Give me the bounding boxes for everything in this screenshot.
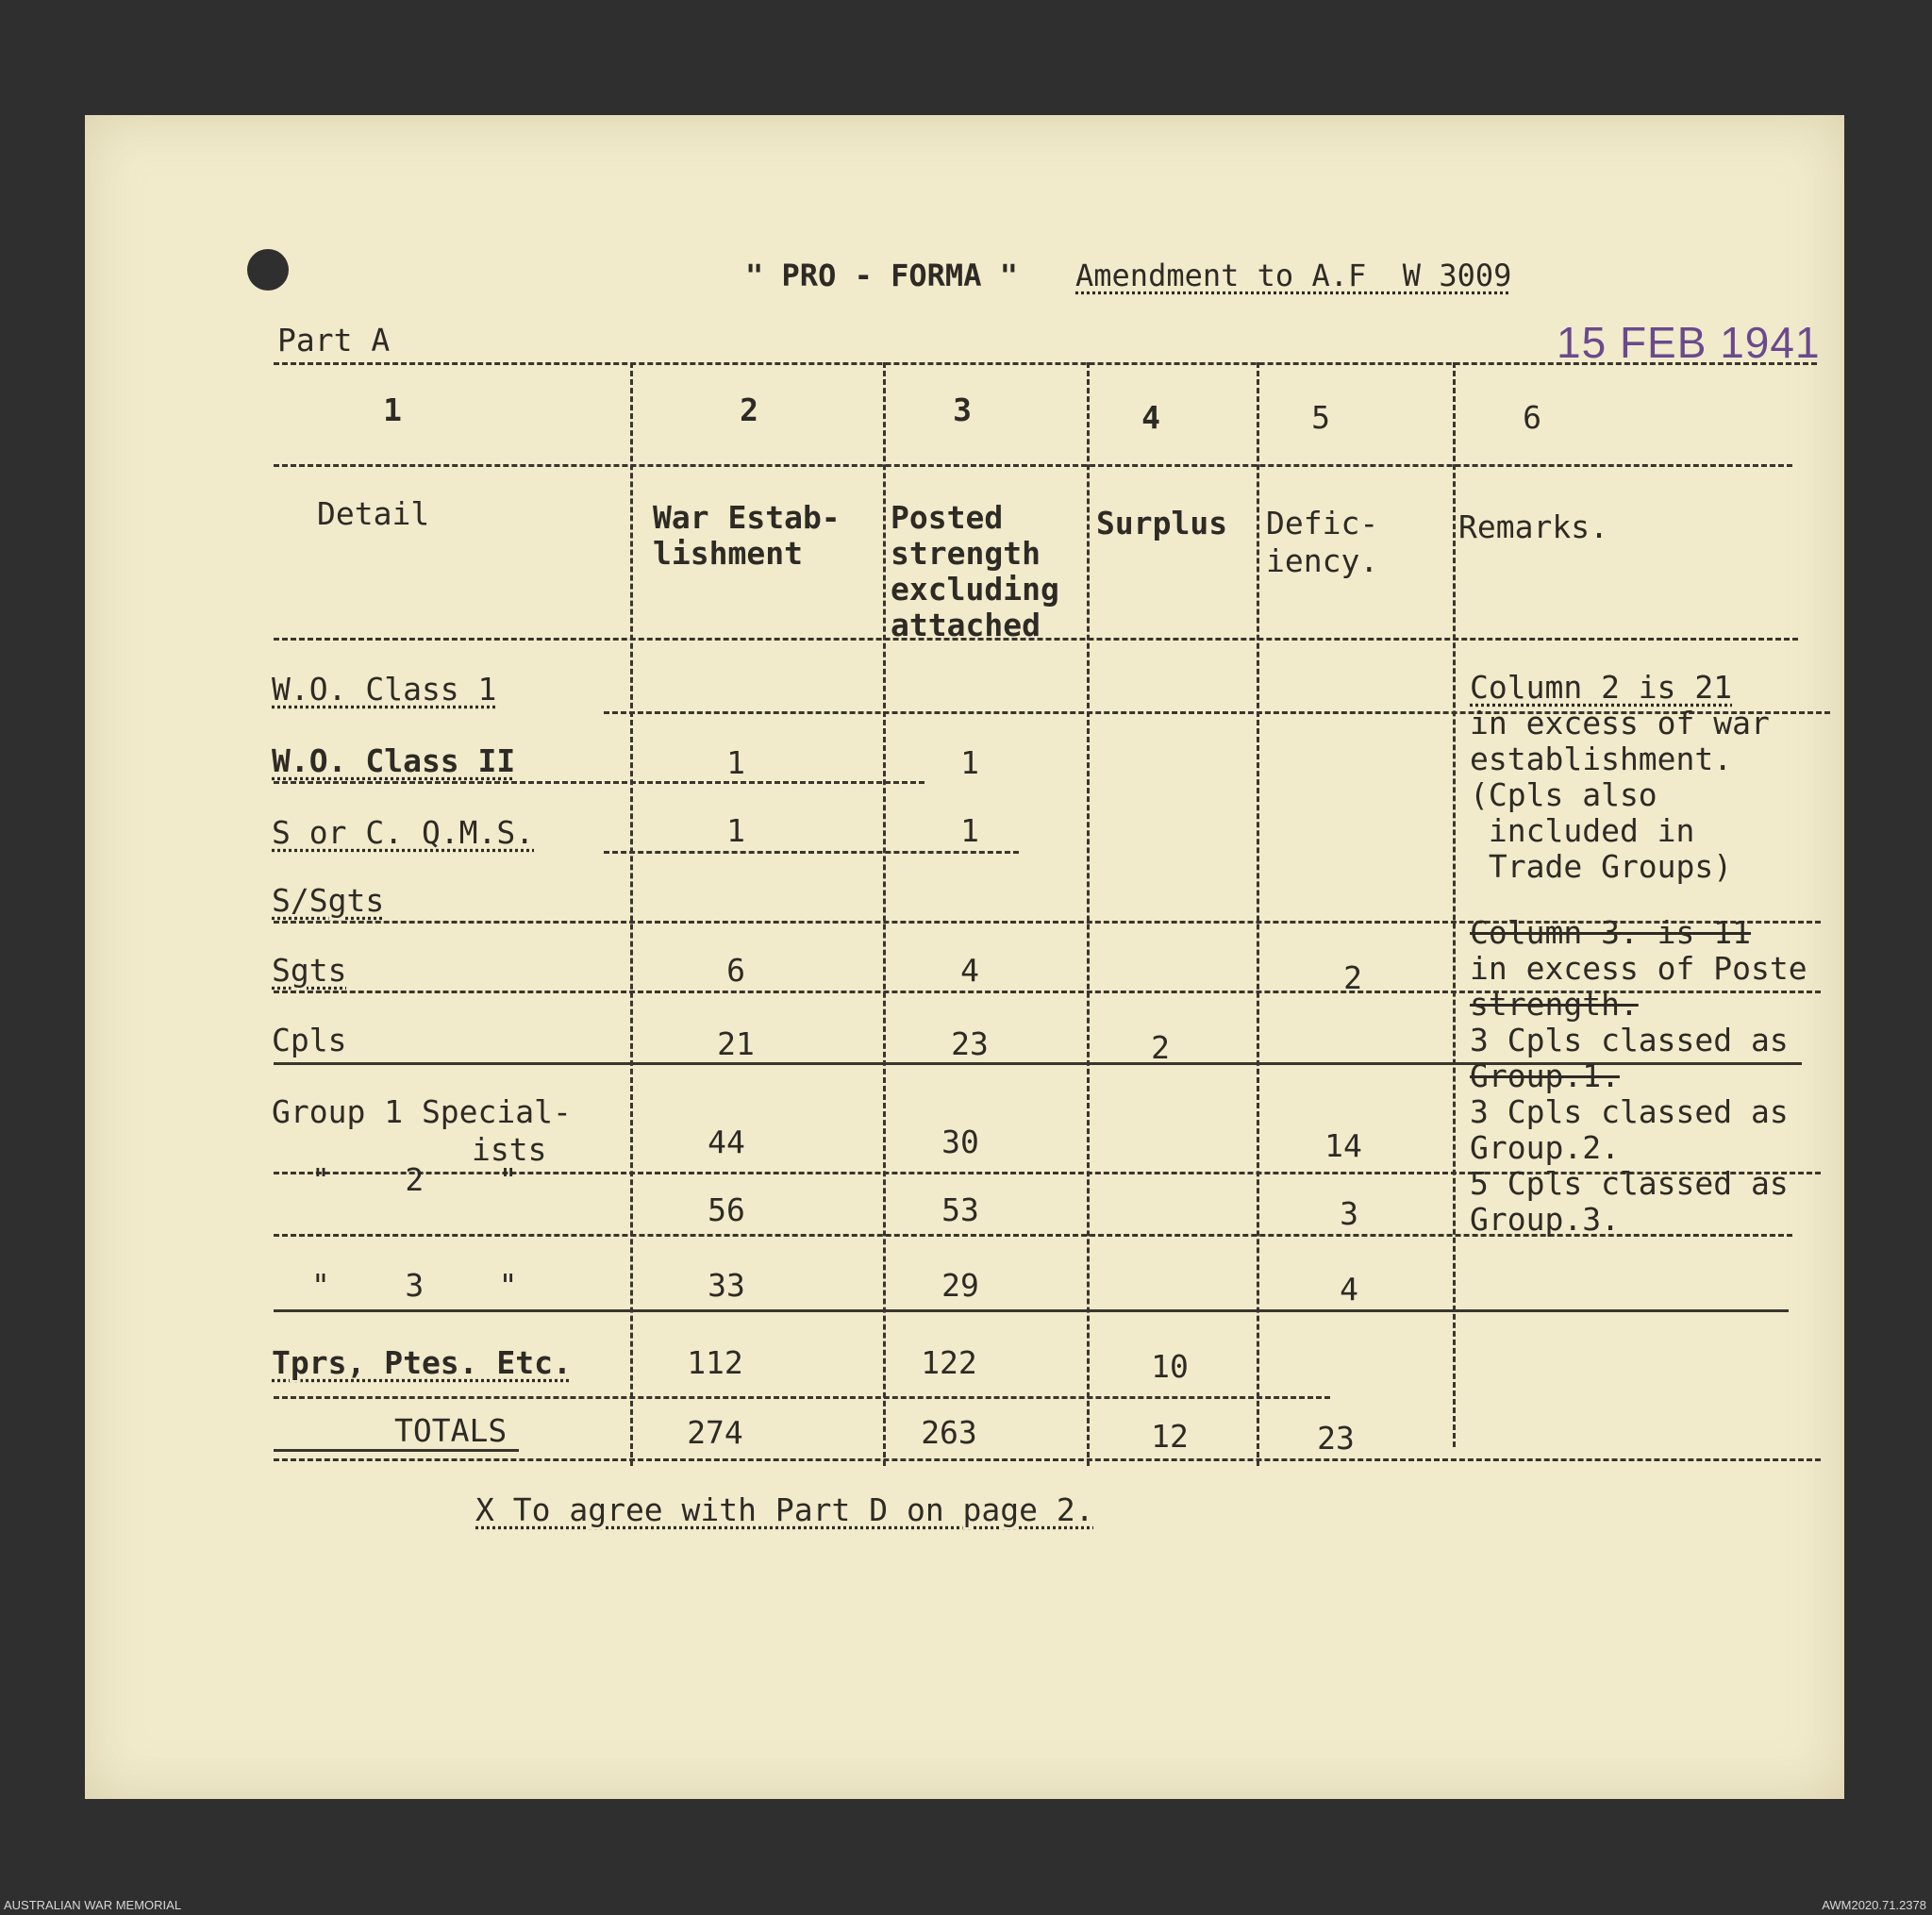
rule-row-3 bbox=[604, 851, 1019, 854]
row-surplus-value: 2 bbox=[1151, 1029, 1170, 1066]
row-posted-value: 53 bbox=[941, 1191, 979, 1228]
row-posted-value: 122 bbox=[921, 1344, 977, 1381]
row-detail: W.O. Class 1 bbox=[272, 671, 497, 708]
row-posted-value: 23 bbox=[951, 1025, 989, 1062]
col-number-5: 5 bbox=[1311, 399, 1330, 436]
remark-line: 3 Cpls classed as bbox=[1470, 1022, 1789, 1058]
row-war-value: 21 bbox=[717, 1025, 755, 1062]
row-posted-value: 1 bbox=[960, 744, 979, 781]
row-war-value: 112 bbox=[687, 1344, 743, 1381]
col-divider-4 bbox=[1257, 362, 1259, 1466]
header-deficiency-2: iency. bbox=[1266, 542, 1379, 579]
col-number-6: 6 bbox=[1523, 399, 1541, 436]
row-deficiency-value: 4 bbox=[1340, 1271, 1358, 1307]
row-war-value: 6 bbox=[726, 952, 745, 989]
remark-line: establishment. bbox=[1470, 741, 1733, 777]
header-posted-2: strength bbox=[891, 535, 1041, 572]
archive-caption-right: AWM2020.71.2378 bbox=[1822, 1898, 1926, 1912]
row-detail: Sgts bbox=[272, 952, 347, 989]
remark-line: Column 2 is 21 bbox=[1470, 669, 1733, 706]
totals-label: TOTALS bbox=[394, 1412, 508, 1449]
col-number-3: 3 bbox=[953, 391, 972, 428]
row-deficiency-value: 2 bbox=[1343, 959, 1362, 996]
remark-line: Group.2. bbox=[1470, 1129, 1620, 1166]
row-war-value: 33 bbox=[708, 1267, 745, 1304]
row-deficiency-value: 14 bbox=[1324, 1127, 1362, 1164]
totals-deficiency-value: 23 bbox=[1317, 1420, 1355, 1457]
header-posted-3: excluding bbox=[891, 571, 1059, 608]
row-detail: Tprs, Ptes. Etc. bbox=[272, 1344, 572, 1381]
row-detail: " 3 " bbox=[311, 1267, 518, 1304]
col-divider-5 bbox=[1453, 362, 1456, 1447]
row-war-value: 1 bbox=[726, 812, 745, 849]
row-detail-continued: ists bbox=[472, 1131, 547, 1168]
col-number-2: 2 bbox=[740, 391, 758, 428]
col-divider-2 bbox=[883, 362, 886, 1466]
totals-war-value: 274 bbox=[687, 1414, 743, 1451]
remark-line: Trade Groups) bbox=[1470, 848, 1733, 885]
totals-underline bbox=[274, 1449, 519, 1452]
row-war-value: 1 bbox=[726, 744, 745, 781]
title-rest: Amendment to A.F W 3009 bbox=[1075, 258, 1512, 293]
row-war-value: 44 bbox=[708, 1124, 745, 1160]
col-number-1: 1 bbox=[383, 391, 402, 428]
row-deficiency-value: 3 bbox=[1340, 1195, 1358, 1232]
punch-hole bbox=[247, 249, 289, 291]
remark-line: Group.1. bbox=[1470, 1057, 1620, 1094]
remark-line: Column 3. is 11 bbox=[1470, 914, 1752, 951]
row-posted-value: 29 bbox=[941, 1267, 979, 1304]
totals-posted-value: 263 bbox=[921, 1414, 977, 1451]
row-detail: S/Sgts bbox=[272, 882, 385, 919]
col-number-4: 4 bbox=[1141, 399, 1160, 436]
row-detail: W.O. Class II bbox=[272, 742, 516, 779]
remark-line: 3 Cpls classed as bbox=[1470, 1093, 1789, 1130]
remark-line: Group.3. bbox=[1470, 1201, 1620, 1238]
col-divider-1 bbox=[630, 362, 633, 1466]
rule-row-9 bbox=[274, 1309, 1789, 1312]
header-war-est-1: War Estab- bbox=[653, 499, 841, 536]
date-stamp: 15 FEB 1941 bbox=[1557, 318, 1821, 367]
part-label: Part A bbox=[277, 322, 391, 358]
header-surplus: Surplus bbox=[1096, 505, 1228, 541]
row-war-value: 56 bbox=[708, 1191, 745, 1228]
col-divider-3 bbox=[1087, 362, 1090, 1466]
rule-numbers bbox=[274, 464, 1792, 467]
header-posted-4: attached bbox=[891, 607, 1041, 643]
remark-line: included in bbox=[1470, 812, 1695, 849]
row-posted-value: 1 bbox=[960, 812, 979, 849]
header-deficiency-1: Defic- bbox=[1266, 505, 1379, 541]
row-detail: Group 1 Special- bbox=[272, 1093, 572, 1130]
title-prefix: " PRO - FORMA " bbox=[745, 258, 1018, 293]
remark-line: 5 Cpls classed as bbox=[1470, 1165, 1789, 1202]
row-detail: S or C. Q.M.S. bbox=[272, 814, 535, 851]
rule-top bbox=[274, 362, 1817, 365]
header-posted-1: Posted bbox=[891, 499, 1004, 536]
row-detail: Cpls bbox=[272, 1022, 347, 1058]
rule-row-2 bbox=[274, 781, 924, 784]
remark-line: in excess of war bbox=[1470, 705, 1770, 741]
header-war-est-2: lishment bbox=[653, 535, 803, 572]
rule-bottom bbox=[274, 1458, 1821, 1461]
totals-surplus-value: 12 bbox=[1151, 1418, 1189, 1455]
row-detail: " 2 " bbox=[311, 1161, 518, 1198]
row-surplus-value: 10 bbox=[1151, 1348, 1189, 1385]
header-detail: Detail bbox=[317, 495, 430, 532]
rule-row-10 bbox=[274, 1396, 1330, 1399]
remark-line: in excess of Poste bbox=[1470, 950, 1807, 987]
remark-line: (Cpls also bbox=[1470, 776, 1657, 813]
archive-caption-left: AUSTRALIAN WAR MEMORIAL bbox=[4, 1898, 182, 1912]
footnote: X To agree with Part D on page 2. bbox=[475, 1491, 1094, 1528]
row-posted-value: 30 bbox=[941, 1124, 979, 1160]
header-remarks: Remarks. bbox=[1458, 508, 1608, 545]
row-posted-value: 4 bbox=[960, 952, 979, 989]
remark-line: strength. bbox=[1470, 986, 1639, 1023]
